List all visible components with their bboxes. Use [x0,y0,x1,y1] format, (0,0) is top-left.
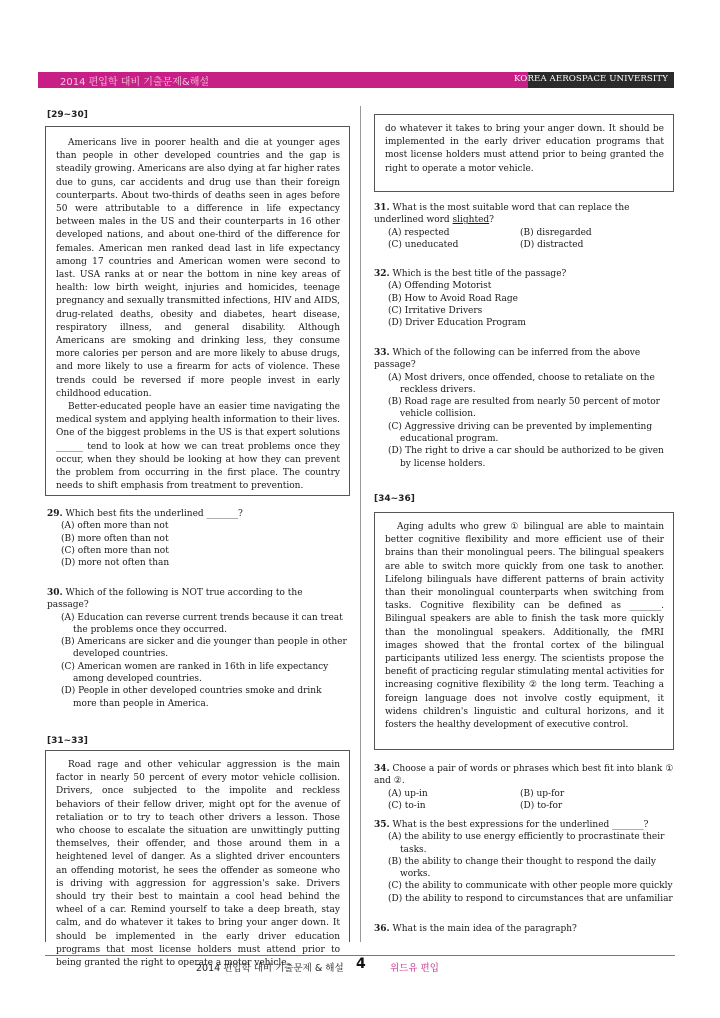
option-d[interactable]: (D) Driver Education Program [388,318,526,329]
question-number: 35. [374,820,390,830]
question-number: 33. [374,348,390,358]
question-30 [47,587,347,710]
question-31 [374,202,674,251]
footer-brand: 위드유 편입 [390,963,439,974]
question-number: 32. [374,269,390,279]
question-number: 34. [374,764,390,774]
section-label-31-33: [31~33] [47,736,88,746]
option-a[interactable]: (A) Most drivers, once offended, choose to retaliate on the reckless drivers. [388,372,655,395]
option-b[interactable]: (B) more often than not [61,533,169,544]
passage-box-29-30 [45,126,350,496]
options-grid [374,788,674,813]
page-header [38,72,674,88]
option-b[interactable]: (B) disregarded [520,227,592,238]
question-stem: Choose a pair of words or phrases which best fit into blank ① and ②. [374,764,674,787]
passage-29-30 [56,137,340,493]
option-b[interactable]: (B) the ability to change their thought to respond the daily works. [388,856,657,880]
passage-box-34-36 [374,512,674,750]
option-a[interactable]: (A) respected [388,227,450,238]
option-d[interactable]: (D) distracted [520,239,584,250]
passage-paragraph-continued: do whatever it takes to bring your anger down. It should be implemented in the early driver education programs that most license holders must attend prior to being granted the right to operate a motor vehicle. [385,124,664,174]
question-stem: Which best fits the underlined _______? [65,509,243,519]
section-label-29-30: [29~30] [47,110,88,120]
footer-title: 2014 편입학 대비 기출문제 & 해설 [196,963,344,974]
question-32 [374,268,674,329]
option-c[interactable]: (C) the ability to communicate with other people more quickly [388,881,673,892]
option-c[interactable]: (C) Aggressive driving can be prevented by implementing educational program. [388,421,653,445]
passage-34-36 [385,521,664,732]
option-c[interactable]: (C) to-in [388,800,426,811]
underlined-word: slighted [452,215,490,226]
question-35 [374,819,674,905]
option-d[interactable]: (D) The right to drive a car should be authorized to be given by license holders. [388,446,664,469]
option-d[interactable]: (D) to-for [520,800,563,811]
question-36 [374,923,674,935]
passage-paragraph: Better-educated people have an easier time navigating the medical system and applying health information to their lives. One of the biggest problems in the US is that expert solutions ______ tend to look at how we can treat problems once they occur, when they should be looking at how they can prevent the problem from occurring in the first place. The country needs to shift emphasis from treatment to prevention. [56,402,340,492]
passage-paragraph: Americans live in poorer health and die at younger ages than people in other developed countries and the gap is steadily growing. Americans are also dying at far higher rates due to guns, car accidents and drug use than their foreign counterparts. About two-thirds of deaths seen in ages before 50 were attributable to a difference in life expectancy between males in the US and their counterparts in 16 other developed nations, and about one-third of the difference for females. American men ranked dead last in life expectancy among 17 countries and American women were second to last. USA ranks at or near the bottom in nine key areas of health: low birth weight, injuries and homicides, teenage pregnancy and sexually transmitted infections, HIV and AIDS, drug-related deaths, obesity and diabetes, heart disease, respiratory illness, and general disability. Although Americans are smoking and drinking less, they consume more calories per person and are more likely to abuse drugs, and more likely to use a firearm for acts of violence. These trends could be reversed if more people invest in early childhood education. [56,138,341,399]
column-divider [360,106,361,942]
question-stem: Which of the following can be inferred from the above passage? [374,348,641,371]
question-number: 29. [47,509,63,519]
option-b[interactable]: (B) How to Avoid Road Rage [388,293,518,304]
option-a[interactable]: (A) often more than not [61,521,169,532]
header-university: KOREA AEROSPACE UNIVERSITY [514,74,668,84]
passage-31-33-part2 [385,123,664,189]
question-stem: What is the most suitable word that can replace the underlined word [374,203,630,226]
options-grid [374,227,674,252]
option-c[interactable]: (C) often more than not [61,545,169,556]
option-c[interactable]: (C) American women are ranked in 16th in life expectancy among developed countries. [61,661,329,685]
option-a[interactable]: (A) up-in [388,788,428,799]
passage-box-31-33-continued [374,114,674,192]
option-a[interactable]: (A) Offending Motorist [388,281,492,292]
section-label-34-36: [34~36] [374,494,415,504]
option-d[interactable]: (D) People in other developed countries smoke and drink more than people in America. [61,686,322,709]
passage-paragraph: Road rage and other vehicular aggression is the main factor in nearly 50 percent of every motor vehicle collision. Drivers, once subjected to the impolite and reckless behaviors of their fellow driver, might opt for the avenue of retaliation or to try to teach other drivers a lesson. Those who choose to escalate the situation are unwittingly putting themselves, their offender, and those around them in a heightened level of danger. As a slighted driver encounters an offending motorist, he sees the offender as someone who is driving with aggression for aggression's sake. Drivers should try their best to maintain a cool head behind the wheel of a car. Remind yourself to take a deep breath, stay calm, and do whatever it takes to bring your anger down. It should be implemented in the early driver education programs that most license holders must attend prior to being granted the right to operate a motor vehicle. [56,760,340,969]
question-33 [374,347,674,470]
question-number: 30. [47,588,63,598]
passage-paragraph: Aging adults who grew ① bilingual are able to maintain better cognitive flexibility and more efficient use of their brains than their monolingual peers. The bilingual speakers are able to switch more quickly from one task to another. Lifelong bilinguals have different patterns of brain activity than their monolingual counterparts when switching from tasks. Cognitive flexibility can be defined as _______. Bilingual speakers are able to finish the task more quickly than the monolingual speakers. Additionally, the fMRI images showed that the frontal cortex of the bilingual participants utilized less energy. The scientists propose the benefit of practicing regular stimulating mental activities for increasing cognitive flexibility ② the long term. Teaching a foreign language does not involve costly equipment, it widens children's linguistic and cultural horizons, and it fosters the healthy development of executive control. [385,522,664,731]
header-title: 2014 편입학 대비 기출문제&해설 [60,77,210,88]
question-stem: Which of the following is NOT true according to the passage? [47,588,303,611]
question-stem: What is the best expressions for the underlined _______? [392,820,649,830]
option-a[interactable]: (A) Education can reverse current trends because it can treat the problems once they occurred. [61,612,343,635]
option-d[interactable]: (D) more not often than [61,558,170,569]
option-b[interactable]: (B) up-for [520,788,565,799]
question-number: 31. [374,203,390,213]
option-d[interactable]: (D) the ability to respond to circumstances that are unfamiliar [388,893,673,904]
question-number: 36. [374,924,390,934]
question-stem: Which is the best title of the passage? [392,269,567,279]
question-stem-end: ? [489,215,494,226]
question-29 [47,508,347,569]
page-number: 4 [356,956,366,972]
option-b[interactable]: (B) Road rage are resulted from nearly 50 percent of motor vehicle collision. [388,397,660,420]
option-c[interactable]: (C) Irritative Drivers [388,305,483,316]
option-c[interactable]: (C) uneducated [388,239,459,250]
header-university-bar [514,72,674,88]
option-a[interactable]: (A) the ability to use energy efficiently to procrastinate their tasks. [388,832,665,855]
question-34 [374,763,674,812]
question-stem: What is the main idea of the paragraph? [392,924,577,934]
header-title-bar [38,72,528,88]
option-b[interactable]: (B) Americans are sicker and die younger than people in other developed countries. [61,637,347,660]
